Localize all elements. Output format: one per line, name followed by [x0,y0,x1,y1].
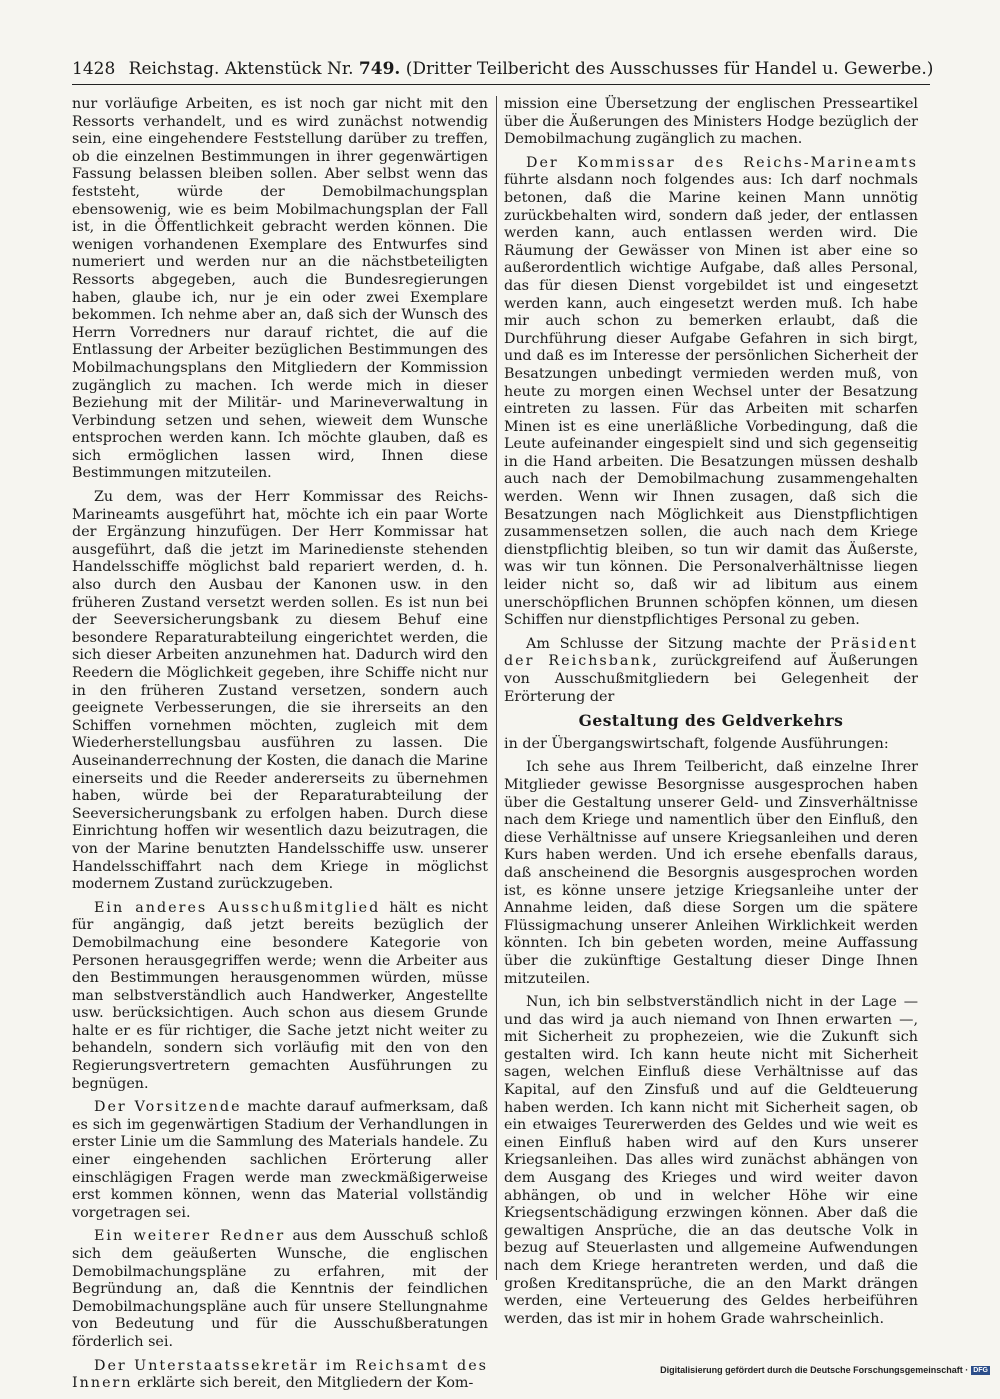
paragraph: Nun, ich bin selbstverständlich nicht in der Lage — und das wird ja auch niemand von Ihnen erwarten —, mit Sicherheit zu prophezeien, wie die Zukunft sich gestalten wird. Ich kann heute nicht mit Sicherheit sagen, welchen Einfluß diese Verhältnisse auf das Kapital, auf den Zinsfuß und auf die Geldteuerung haben werden. Ich kann nicht mit Sicherheit sagen, ob ein etwaiges Teurerwerden des Geldes und wie weit es einen Einfluß haben wird auf den Kurs unserer Kriegsanleihen. Das alles wird zunächst abhängen von dem Ausgang des Krieges und wird weiter davon abhängen, ob und in welcher Höhe wir eine Kriegsentschädigung erzwingen können. Aber daß die gewaltigen Ansprüche, die an das deutsche Volk in bezug auf Steuerlasten und allgemeine Aufwendungen nach dem Kriege herantreten werden, und daß die großen Kreditansprüche, die an den Markt drängen werden, eine Verteuerung des Geldes herbeiführen werden, das ist mir in hohem Grade wahrscheinlich. [504,994,918,1327]
paragraph-text: aus dem Ausschuß schloß sich dem geäußerten Wunsche, die englischen Demobilmachungspläne zu erfahren, mit der Begründung an, daß die Kenntnis der feindlichen Demobilmachungspläne auch für unsere Stellungnahme von Bedeutung und für die Ausschußberatungen förderlich sei. [72,1228,488,1350]
page-number: 1428 [72,59,116,79]
header-subtitle: (Dritter Teilbericht des Ausschusses für Handel u. Gewerbe.) [405,59,934,79]
paragraph-text: machte darauf aufmerksam, daß es sich im gegenwärtigen Stadium der Verhandlungen in erster Linie um die Sammlung des Materials handele. Zu einer eingehenden sachlichen Erörterung aller einschlägigen Fragen werde man zweckmäßigerweise erst kommen können, wenn das Material vollständig vorgetragen sei. [72,1099,488,1221]
paragraph-lead: Am Schlusse der Sitzung machte der [526,635,821,652]
page-header [72,58,934,85]
paragraph [504,636,918,706]
paragraph: mission eine Übersetzung der englischen Presseartikel über die Äußerungen des Ministers Hodge bezüglich der Demobilmachung zugänglich zu machen. [504,96,918,148]
speaker-name: Ein anderes Ausschußmitglied [94,899,381,916]
paragraph-text: hält es nicht für angängig, daß jetzt bereits bezüglich der Demobilmachung eine besondere Kategorie von Personen herausgegriffen werde; wenn die Arbeiter aus den Bestimmungen herausgenommen würden, müsse man selbstverständlich auch Handwerker, Angestellte usw. berücksichtigen. Auch schon aus diesem Grunde halte er es für richtiger, die Sache jetzt nicht weiter zu behandeln, sondern sich vorläufig mit den von den Regierungsvertretern gemachten Ausführungen zu begnügen. [72,899,489,1092]
speaker-name: Ein weiterer Redner [94,1228,286,1245]
paragraph [72,900,488,1094]
paragraph [72,1228,488,1351]
speaker-name: Der Vorsitzende [94,1099,242,1116]
paragraph-text: erklärte sich bereit, den Mitgliedern der Kom- [137,1375,474,1392]
paragraph [72,1358,488,1393]
footer-text: Digitalisierung gefördert durch die Deutsche Forschungsgemeinschaft · [660,1365,969,1375]
paragraph [72,1099,488,1222]
paragraph: Ich sehe aus Ihrem Teilbericht, daß einzelne Ihrer Mitglieder gewisse Besorgnisse ausgesprochen haben über die Gestaltung unserer Geld- und Zinsverhältnisse nach dem Kriege und namentlich über den Einfluß, den diese Verhältnisse auf unsere Kriegsanleihen und deren Kurs haben werden. Und ich ersehe ebenfalls daraus, daß anscheinend die Besorgnis ausgesprochen worden ist, es könne unsere jetzige Kriegsanleihe unter der Annahme leiden, daß diese Sorgen um die spätere Flüssigmachung unserer Anleihen Wirklichkeit werden könnten. Ich bin gebeten worden, meine Auffassung über die zukünftige Gestaltung dieser Dinge Ihnen mitzuteilen. [504,759,918,987]
right-column [504,96,918,1334]
speaker-name: Der Kommissar des Reichs-Marineamts [526,154,918,171]
paragraph [504,155,918,630]
paragraph-text: führte alsdann noch folgendes aus: Ich darf nochmals betonen, daß die Marine keinen Mann unnötig zurückbehalten wird, sondern daß jeder, der entlassen werden kann, auch entlassen werden wird. Die Räumung der Gewässer von Minen ist aber eine so außerordentlich wichtige Aufgabe, daß alles Personal, das für diesen Dienst vorgebildet ist und eingesetzt werden kann, auch eingesetzt werden muß. Ich habe mir auch schon zu bemerken erlaubt, daß die Durchführung dieser Aufgabe Gefahren in sich birgt, und daß es im Interesse der persönlichen Sicherheit der Besatzungen unbedingt vermieden werden muß, von heute zu morgen einen Wechsel unter der Besatzung eintreten zu lassen. Für das Arbeiten mit scharfen Minen ist es eine unerläßliche Vorbedingung, daß die Leute aufeinander eingespielt sind und sich gegenseitig in die Hand arbeiten. Die Besatzungen müssen deshalb auch nach der Demobilmachung zusammengehalten werden. Wenn wir Ihnen zusagen, daß sich die Besatzungen nach Möglichkeit aus Dienstpflichtigen zusammensetzen sollen, die auch nach dem Kriege dienstpflichtig bleiben, so tun wir damit das Äußerste, was wir tun können. Die Personalverhältnisse liegen leider nicht so, daß wir ad libitum aus einem unerschöpflichen Brunnen schöpfen können, um diesen Schiffen nur dienstpflichtiges Personal zu geben. [504,172,918,629]
paragraph: Zu dem, was der Herr Kommissar des Reichs-Marineamts ausgeführt hat, möchte ich ein paar Worte der Ergänzung hinzufügen. Der Herr Kommissar hat ausgeführt, daß die jetzt im Marinedienste stehenden Handelsschiffe möglichst bald repariert werden, d. h. also durch den Ausbau der Kanonen usw. in den früheren Zustand versetzt werden sollen. Es ist nun bei der Seeversicherungsbank zu diesem Behuf eine besondere Reparaturabteilung eingerichtet werden, die sich dieser Arbeiten anzunehmen hat. Dadurch wird den Reedern die Möglichkeit gegeben, ihre Schiffe nicht nur in den früheren Zustand versetzen, sondern auch geeignete Verbesserungen, die sie ihrerseits an den Schiffen vornehmen möchten, zugleich mit dem Wiederherstellungsbau ausführen zu lassen. Die Auseinanderrechnung der Kosten, die danach die Marine einerseits und die Reeder andererseits zu übernehmen haben, würde bei der Reparaturabteilung der Seeversicherungsbank zu erfolgen haben. Durch diese Einrichtung hoffen wir wesentlich dazu beizutragen, die von der Marine benutzten Handelsschiffe usw. unserer Handelsschiffahrt nach dem Kriege in möglichst modernem Zustand zurückzugeben. [72,489,488,893]
speaker-name: Der Unterstaatssekretär im Reichsamt des Innern [72,1357,488,1392]
header-title: Reichstag. Aktenstück Nr. [128,59,354,79]
speaker-name: Präsident der Reichsbank, [504,635,918,670]
left-column [72,96,488,1399]
column-divider [496,96,497,1280]
paragraph: nur vorläufige Arbeiten, es ist noch gar nicht mit den Ressorts verhandelt, und es wird zunächst notwendig sein, eine eingehendere Feststellung darüber zu treffen, ob die einzelnen Bestimmungen in ihrer gegenwärtigen Fassung belassen bleiben sollen. Aber selbst wenn das feststeht, würde der Demobilmachungsplan ebensowenig, wie es beim Mobilmachungsplan der Fall ist, in die Öffentlichkeit gebracht werden können. Die wenigen vorhandenen Exemplare des Entwurfes sind numeriert und werden nur an die nächstbeteiligten Ressorts abgegeben, auch die Bundesregierungen haben, glaube ich, nur je ein oder zwei Exemplare bekommen. Ich nehme aber an, daß sich der Wunsch des Herrn Vorredners nur darauf richtet, die auf die Entlassung der Arbeiter bezüglichen Bestimmungen des Mobilmachungsplans den Mitgliedern der Kommission zugänglich zu machen. Ich werde mich in dieser Beziehung mit der Militär- und Marineverwaltung in Verbindung setzen und sehen, wieweit dem Wunsche entsprochen werden kann. Ich möchte glauben, daß es sich ermöglichen lassen wird, Ihnen diese Bestimmungen mitzuteilen. [72,96,488,482]
document-number: 749. [358,59,401,79]
dfg-logo: DFG [973,1367,988,1375]
footer-credit [600,1365,990,1375]
paragraph-text: zurückgreifend auf Äußerungen von Ausschußmitgliedern bei Gelegenheit der Erörterung der [504,653,919,705]
section-heading: Gestaltung des Geldverkehrs [578,711,844,731]
paragraph: in der Übergangswirtschaft, folgende Ausführungen: [504,735,889,752]
